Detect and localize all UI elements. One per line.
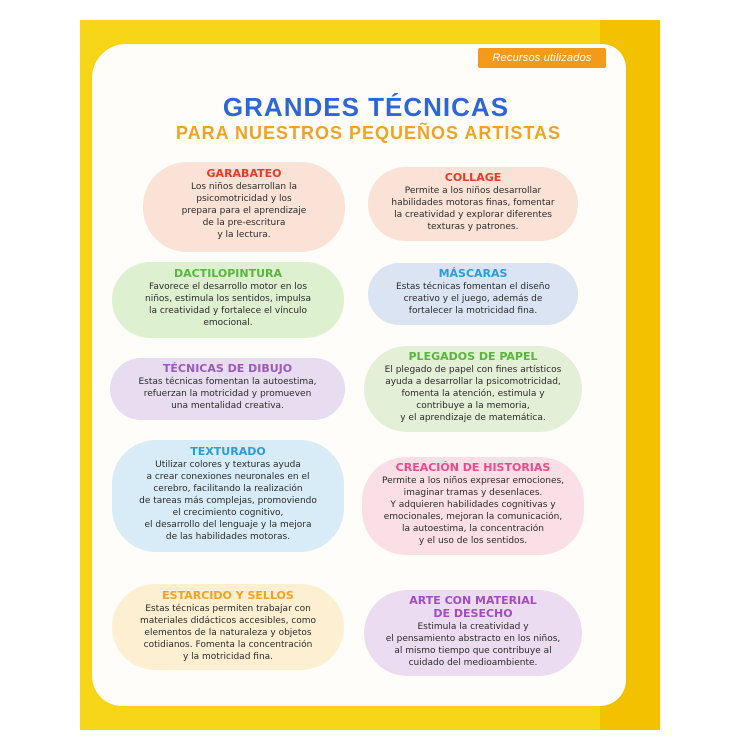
card-title: COLLAGE <box>444 171 502 184</box>
card-tecnicas-de-dibujo <box>110 358 345 420</box>
card-title: ESTARCIDO Y SELLOS <box>162 589 294 602</box>
card-body: Estas técnicas permiten trabajar con materiales didácticos accesibles, como elementos de la naturaleza y objetos cotidianos. Fomenta la concentración y la motricidad fina. <box>139 604 317 662</box>
card-arte-con-material-de-desecho <box>364 590 582 676</box>
card-body: Estimula la creatividad y el pensamiento abstracto en los niños, al mismo tiempo que contribuye al cuidado del medioambiente. <box>385 622 561 668</box>
card-body: Estas técnicas fomentan la autoestima, refuerzan la motricidad y promueven una mentalidad creativa. <box>138 377 317 411</box>
card-dactilopintura <box>112 262 344 338</box>
card-garabateo <box>143 162 345 252</box>
card-body: Permite a los niños desarrollar habilidades motoras finas, fomentar la creatividad y explorar diferentes texturas y patrones. <box>391 186 555 232</box>
card-body: Utilizar colores y texturas ayuda a crear conexiones neuronales en el cerebro, facilitando la realización de tareas más complejas, promoviendo el crecimiento cognitivo, el desarrollo del lenguaje y la mejora de las habilidades motoras. <box>139 460 317 542</box>
section-tab: Recursos utilizados <box>478 48 606 68</box>
card-body: Permite a los niños expresar emociones, imaginar tramas y desenlaces. Y adquieren habilidades cognitivas y emocionales, mejoran la comunicación, la autoestima, la concentración y el uso de los sentidos. <box>381 476 565 546</box>
card-title: CREACIÓN DE HISTORIAS <box>395 461 551 474</box>
card-creacion-de-historias <box>362 457 584 555</box>
card-body: Los niños desarrollan la psicomotricidad y los prepara para el aprendizaje de la pre-escritura y la lectura. <box>181 182 307 240</box>
card-body: El plegado de papel con fines artísticos ayuda a desarrollar la psicomotricidad, fomenta la atención, estimula y contribuye a la memoria, y el aprendizaje de matemática. <box>384 365 562 423</box>
page-title: GRANDES TÉCNICAS <box>222 92 510 122</box>
card-title: PLEGADOS DE PAPEL <box>408 350 538 363</box>
card-title: DACTILOPINTURA <box>173 267 283 280</box>
card-body: Favorece el desarrollo motor en los niños, estimula los sentidos, impulsa la creatividad y fortalece el vínculo emocional. <box>145 282 311 328</box>
card-title: MÁSCARAS <box>438 267 508 280</box>
page-subtitle: PARA NUESTROS PEQUEÑOS ARTISTAS <box>176 123 562 143</box>
card-body: Estas técnicas fomentan el diseño creativo y el juego, además de fortalecer la motricidad fina. <box>395 282 551 316</box>
card-title: GARABATEO <box>206 167 282 180</box>
card-mascaras <box>368 263 578 325</box>
card-plegados-de-papel <box>364 346 582 432</box>
card-estarcido-y-sellos <box>112 584 344 670</box>
card-title: TEXTURADO <box>190 445 266 458</box>
card-title: ARTE CON MATERIAL DE DESECHO <box>409 594 537 620</box>
card-texturado <box>112 440 344 552</box>
card-collage <box>368 167 578 241</box>
card-title: TÉCNICAS DE DIBUJO <box>162 362 293 375</box>
